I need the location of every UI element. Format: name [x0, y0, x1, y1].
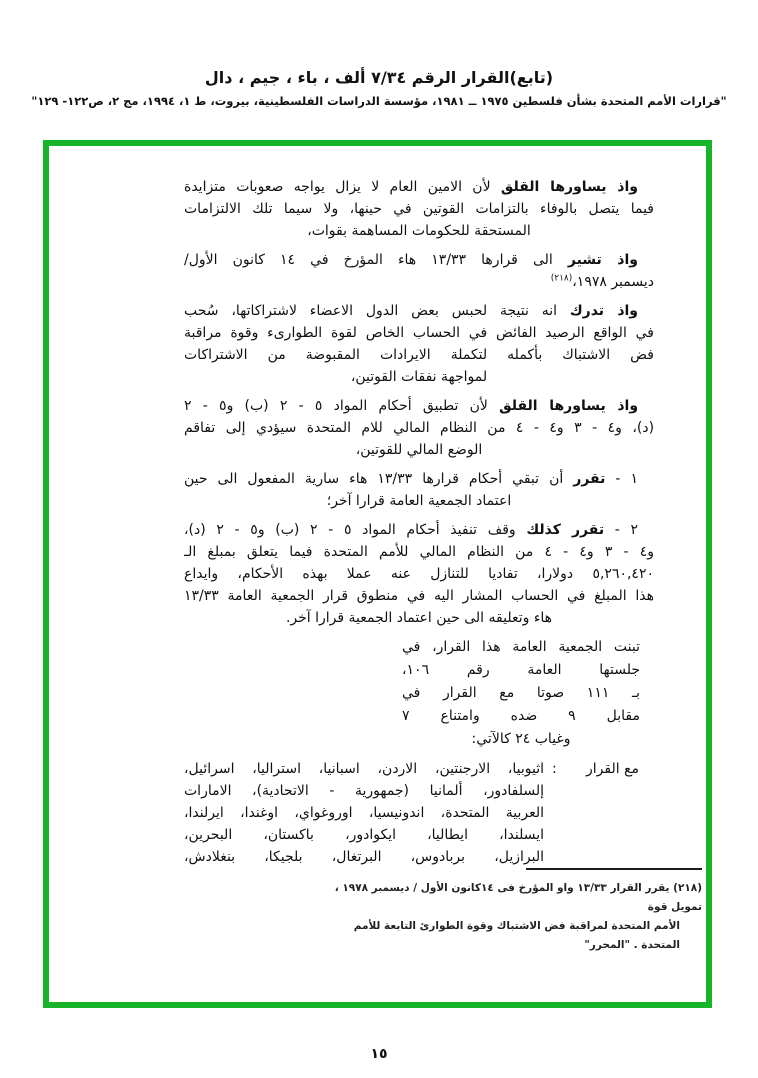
text-line: لمواجهة نفقات القوتين،	[350, 369, 488, 385]
operative-2	[184, 519, 654, 629]
footnote-separator	[526, 868, 702, 870]
text-line: الأمم المتحدة لمراقبة فض الاشتباك وقوة الطوارئ التابعة للأمم المتحدة . "المحرر"	[353, 920, 680, 951]
text-line: هذا المبلغ في الحساب المشار اليه في منطوق قرار الجمعية العامة ١٣/٣٣	[184, 588, 654, 604]
text-line: اثيوبيا، الارجنتين، الاردن، اسبانيا، استراليا، اسرائيل،	[184, 761, 544, 777]
text-line: البرازيل، بربادوس، البرتغال، بلجيكا، بنغلادش،	[184, 849, 544, 865]
text-line: بـ ١١١ صوتا مع القرار في	[402, 685, 640, 701]
vote-record	[184, 758, 654, 868]
text-line: واذ يساورها القلق لأن الامين العام لا يزال يواجه صعوبات متزايدة	[184, 179, 638, 195]
text-line: فيما يتصل بالوفاء بالتزامات القوتين في حينها، ولا سيما تلك الالتزامات	[184, 201, 654, 217]
preamble-aware	[184, 300, 654, 388]
text-line: إلسلفادور، ألمانيا (جمهورية - الاتحادية)، الامارات	[184, 783, 544, 799]
source-citation: "قرارات الأمم المتحدة بشأن فلسطين ١٩٧٥ ــ ١٩٨١، مؤسسة الدراسات الفلسطينية، بيروت، ط ١، ١٩٩٤، مج ٢، ص١٢٢- ١٢٩"	[31, 94, 727, 108]
text-line: الوضع المالي للقوتين،	[355, 442, 483, 458]
vote-label-colon: :	[552, 761, 557, 777]
text-line: واذ تشير الى قرارها ١٣/٣٣ هاء المؤرخ في ١٤ كانون الأول/	[184, 252, 638, 268]
text-line: في الواقع الرصيد الفائض في الحساب الخاص لقوة الطوارىء وقوة مراقبة	[184, 325, 654, 341]
text-line: (٢١٨) يقرر القرار ١٣/٣٣ واو المؤرخ فى ١٤كانون الأول / ديسمبر ١٩٧٨ ، تمويل قوة	[334, 882, 702, 913]
text-line: المستحقة للحكومات المساهمة بقوات،	[307, 223, 531, 239]
resolution-title: (تابع)القرار الرقم ٧/٣٤ ألف ، باء ، جيم ، دال	[204, 68, 554, 87]
text-line: ١ - تقرر أن تبقي أحكام قرارها ١٣/٣٣ هاء سارية المفعول الى حين	[184, 471, 639, 487]
vote-label-text: مع القرار	[585, 761, 639, 777]
operative-1	[184, 468, 654, 512]
text-line: (د)، و٤ - ٣ و٤ - ٤ من النظام المالي للام المتحدة سيؤدي إلى تفاقم	[184, 420, 654, 436]
text-line: تبنت الجمعية العامة هذا القرار، في	[402, 639, 640, 655]
green-frame	[43, 140, 712, 1008]
preamble-concern-2	[184, 395, 654, 461]
text-line: هاء وتعليقه الى حين اعتماد الجمعية قرارا آخر.	[285, 610, 553, 626]
text-line: ٢ - تقرر كذلك وقف تنفيذ أحكام المواد ٥ - ٢ (ب) و٥ - ٢ (د)،	[184, 522, 638, 538]
text-line: ديسمبر ١٩٧٨،$^{(٢١٨)}$	[550, 273, 654, 290]
vote-label	[544, 758, 654, 780]
text-line: واذ يساورها القلق لأن تطبيق أحكام المواد ٥ - ٢ (ب) و٥ - ٢	[184, 398, 639, 414]
text-line: العربية المتحدة، اندونيسيا، اوروغواي، اوغندا، ايرلندا،	[184, 805, 544, 821]
vote-country-list	[184, 758, 544, 868]
page-number: ١٥	[370, 1046, 388, 1062]
footnote-text	[322, 879, 702, 955]
preamble-concern-1	[184, 176, 654, 242]
text-line: اعتماد الجمعية العامة قرارا آخر؛	[326, 493, 512, 509]
text-line: و٤ - ٣ و٤ - ٤ من النظام المالي للأمم المتحدة فيما يتعلق بمبلغ الـ	[184, 544, 654, 560]
page-header	[0, 68, 758, 108]
text-line: مقابل ٩ ضده وامتناع ٧	[402, 708, 640, 724]
resolution-body	[184, 176, 654, 629]
text-line: فض الاشتباك بأكمله لتكملة الايرادات المقبوضة من الاشتراكات	[184, 347, 654, 363]
footnote-block	[322, 868, 702, 955]
text-line: ٥,٢٦٠,٤٢٠ دولارا، تفاديا للتنازل عنه عملا بهذه الأحكام، وايداع	[184, 566, 654, 582]
preamble-recall	[184, 249, 654, 293]
text-line: واذ تدرك انه نتيجة لحبس بعض الدول الاعضاء لاشتراكاتها، سُحب	[184, 303, 639, 319]
text-line: وغياب ٢٤ كالآتي:	[471, 731, 571, 747]
text-line: جلستها العامة رقم ١٠٦،	[402, 662, 640, 678]
text-line: ايسلندا، ايطاليا، ايكوادور، باكستان، البحرين،	[184, 827, 544, 843]
adoption-note	[402, 636, 640, 751]
